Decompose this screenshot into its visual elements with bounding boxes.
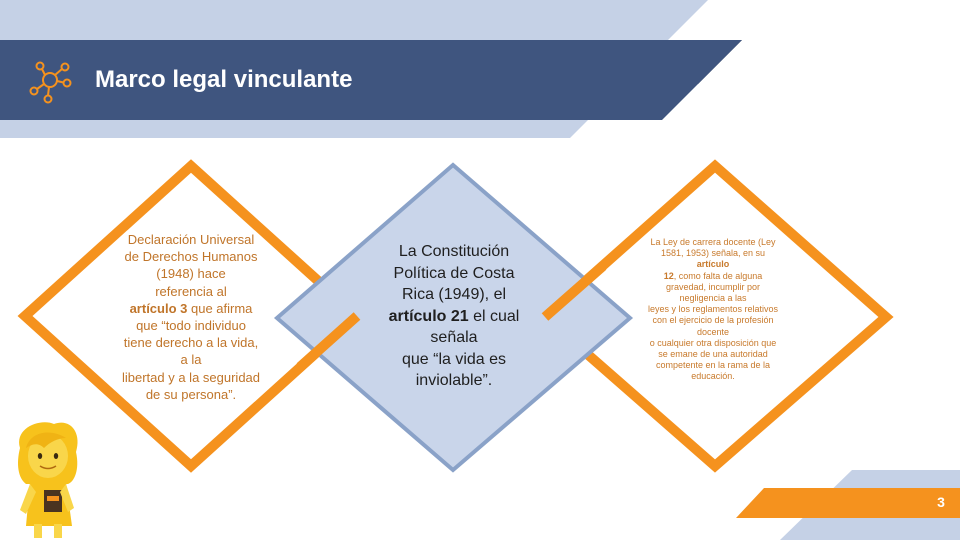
right-line: leyes y los reglamentos relativos <box>647 304 779 315</box>
girl-with-book-illustration <box>10 418 90 540</box>
slide-title: Marco legal vinculante <box>95 66 353 93</box>
left-line: libertad y a la seguridad <box>121 369 261 385</box>
right-line: competente en la rama de la <box>655 360 771 371</box>
center-line: La Constitución <box>398 243 510 260</box>
left-line: de su persona”. <box>145 386 237 402</box>
left-line: a la <box>180 352 202 368</box>
right-line: gravedad, incumplir por <box>665 281 761 292</box>
page-number: 3 <box>937 494 945 510</box>
left-line: (1948) hace <box>156 266 226 282</box>
left-diamond-text <box>108 231 274 403</box>
center-bold-article: artículo 21 <box>388 307 469 325</box>
right-line: , como falta de alguna <box>673 270 763 281</box>
right-line: se emane de una autoridad <box>658 349 768 360</box>
left-line: Declaración Universal <box>127 232 255 247</box>
center-line: Política de Costa <box>393 264 515 282</box>
left-line: que afirma <box>187 300 253 316</box>
right-line: o cualquier otra disposición que <box>649 337 777 348</box>
right-line: docente <box>696 326 730 337</box>
right-line: educación. <box>691 371 735 382</box>
center-line: señala <box>430 329 478 346</box>
center-line: que “la vida es <box>401 350 507 368</box>
center-line: inviolable”. <box>415 372 493 389</box>
left-line: que “todo individuo <box>136 318 246 334</box>
right-line: con el ejercicio de la profesión <box>652 315 774 326</box>
left-line: tiene derecho a la vida, <box>123 335 259 351</box>
right-bold-number: 12 <box>663 270 674 281</box>
right-diamond-text <box>632 237 794 383</box>
network-icon <box>26 57 74 105</box>
right-line: La Ley de carrera docente (Ley <box>650 237 776 247</box>
right-bold-article: artículo <box>696 259 730 270</box>
right-line: 1581, 1953) señala, en su <box>660 248 766 259</box>
right-line: negligencia a las <box>679 293 747 304</box>
center-line: el cual <box>468 307 520 325</box>
center-line: Rica (1949), el <box>401 286 507 303</box>
center-diamond-text <box>368 241 540 392</box>
page-number-band <box>736 488 960 518</box>
left-line: referencia al <box>155 283 227 299</box>
left-line: de Derechos Humanos <box>124 249 258 265</box>
left-bold-article: artículo 3 <box>129 300 188 316</box>
